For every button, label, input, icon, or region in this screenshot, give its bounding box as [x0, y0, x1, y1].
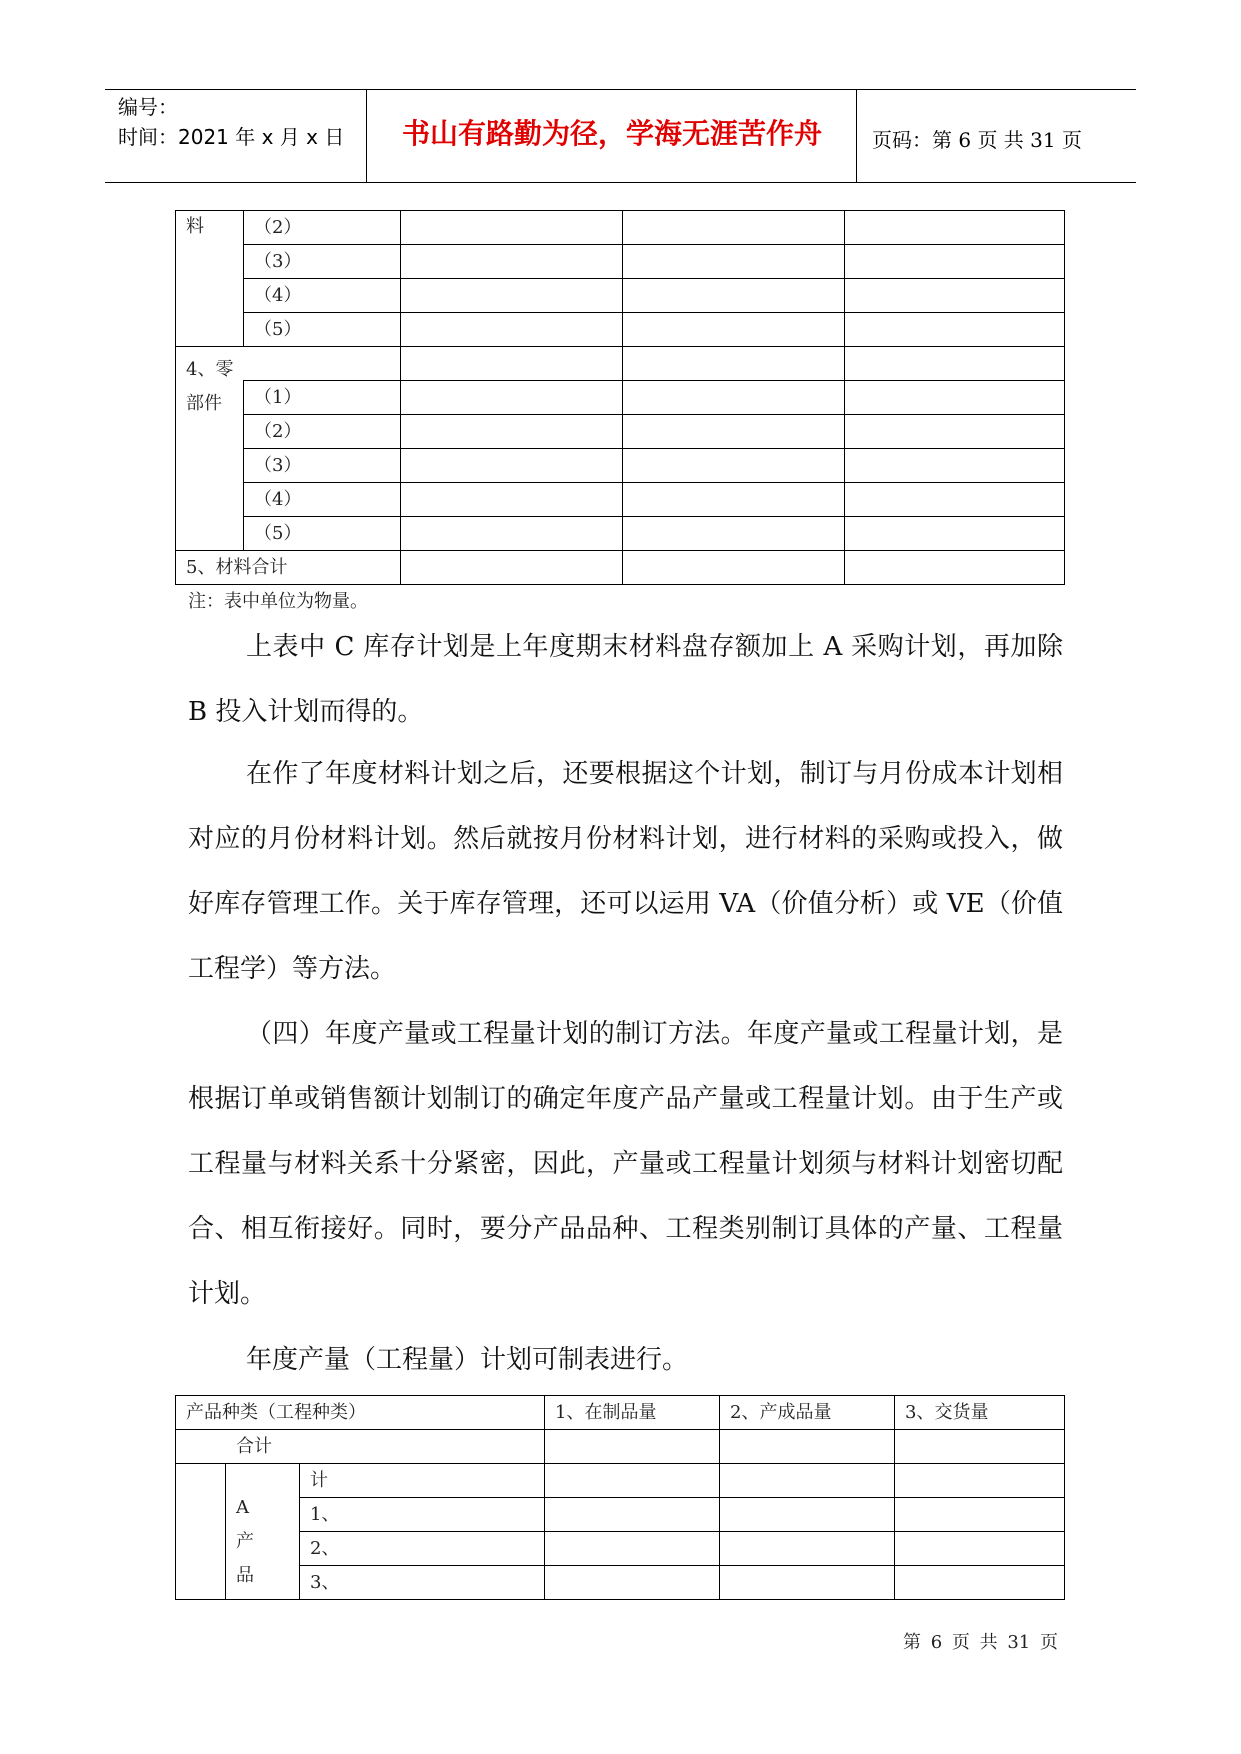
paragraph-1: 上表中 C 库存计划是上年度期末材料盘存额加上 A 采购计划，再加除 B 投入计划而得的。	[188, 632, 1063, 727]
row-label: （2）	[244, 415, 401, 449]
header-divider-right	[856, 89, 857, 183]
row-label: （5）	[244, 313, 401, 347]
document-number-label: 编号：	[118, 95, 178, 119]
paragraph-3: （四）年度产量或工程量计划的制订方法。年度产量或工程量计划，是根据订单或销售额计划制订的确定年度产品产量或工程量计划。由于生产或工程量与材料关系十分紧密，因此，产量或工程量计划须与材料计划密切配合、相互衔接好。同时，要分产品品种、工程类别制订具体的产量、工程量计划。	[188, 1019, 1063, 1309]
document-time-label: 时间：2021 年 x 月 x 日	[118, 125, 345, 149]
materials-plan-table	[175, 210, 1065, 585]
table-note: 注：表中单位为物量。	[188, 591, 368, 612]
header-motto: 书山有路勤为径，学海无涯苦作舟	[401, 117, 822, 150]
total-label: 合计	[176, 1430, 545, 1464]
row-label: （4）	[244, 483, 401, 517]
header-delivered: 3、交货量	[895, 1396, 1065, 1430]
row-label: 1、	[300, 1498, 545, 1532]
header-page-info: 页码：第 6 页 共 31 页	[872, 128, 1082, 152]
header-product-type: 产品种类（工程种类）	[176, 1396, 545, 1430]
row-label: （5）	[244, 517, 401, 551]
row-label: 计	[300, 1464, 545, 1498]
materials-total-label: 5、材料合计	[176, 551, 401, 585]
row-label: （2）	[244, 211, 401, 245]
product-a-label: A 产品	[226, 1464, 300, 1600]
group-label-materials: 料	[176, 211, 244, 347]
page-footer: 第 6 页 共 31 页	[903, 1632, 1058, 1653]
header-left-block	[118, 92, 368, 152]
header-finished: 2、产成品量	[720, 1396, 895, 1430]
header-top-rule	[105, 89, 1136, 90]
paragraph-2: 在作了年度材料计划之后，还要根据这个计划，制订与月份成本计划相对应的月份材料计划。然后就按月份材料计划，进行材料的采购或投入，做好库存管理工作。关于库存管理，还可以运用 VA（价值分析）或 VE（价值工程学）等方法。	[188, 759, 1063, 984]
header-wip: 1、在制品量	[545, 1396, 720, 1430]
row-label: （1）	[244, 381, 401, 415]
row-label: 3、	[300, 1566, 545, 1600]
row-label: （3）	[244, 245, 401, 279]
row-label: （4）	[244, 279, 401, 313]
row-label: 2、	[300, 1532, 545, 1566]
header-bottom-rule	[105, 182, 1136, 183]
production-plan-table	[175, 1395, 1065, 1600]
row-label: （3）	[244, 449, 401, 483]
group-label-parts: 4、零部件	[176, 347, 244, 551]
paragraph-4: 年度产量（工程量）计划可制表进行。	[246, 1345, 689, 1375]
